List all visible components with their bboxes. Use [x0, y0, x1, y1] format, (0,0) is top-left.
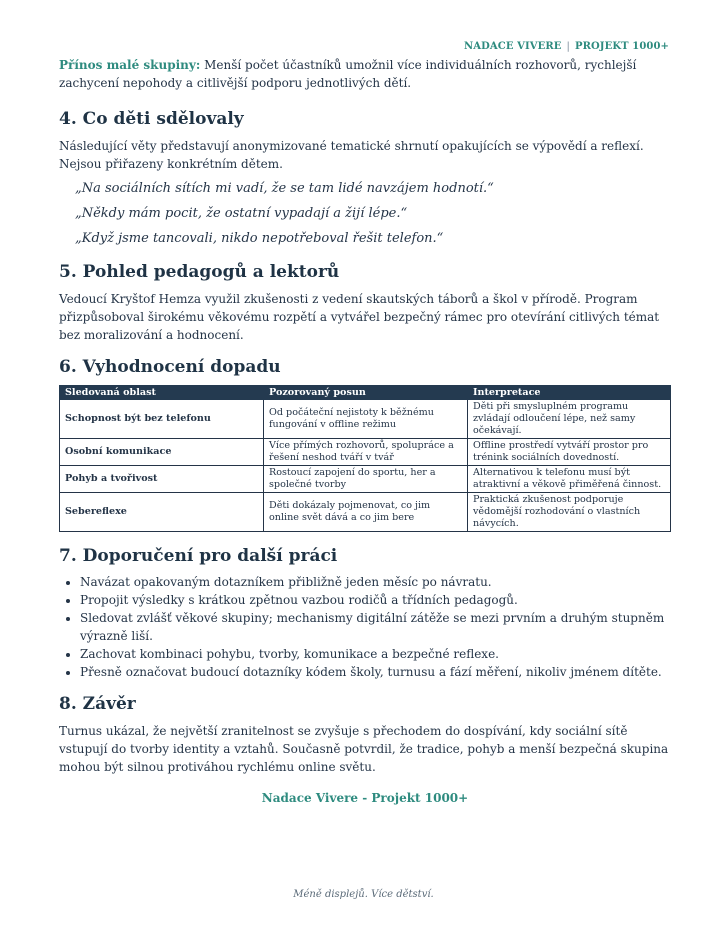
table-cell-interpretation: Alternativou k telefonu musí být atraktivní a věkově přiměřená činnost. [468, 466, 671, 493]
list-item: • Zachovat kombinaci pohybu, tvorby, komunikace a bezpečné reflexe. [80, 645, 671, 663]
section-8-text: Turnus ukázal, že největší zranitelnost se zvyšuje s přechodem do dospívání, kdy sociální sítě vstupují do tvorby identity a vztahů. Současně potvrdil, že tradice, pohyb a menší bezpečná skupina mohou být silnou protiváhou rychlému online světu. [59, 724, 669, 774]
page-footer: Méně displejů. Více dětství. [293, 889, 434, 900]
table-row [60, 466, 671, 493]
section-4-title: 4. Co děti sdělovaly [59, 109, 244, 129]
intro-text: Menší počet účastníků umožnil více individuálních rozhovorů, rychlejší zachycení nepohody a citlivější podporu jednotlivých dětí. [59, 58, 637, 90]
closing-signature: Nadace Vivere - Projekt 1000+ [261, 791, 469, 805]
section-6-title: 6. Vyhodnocení dopadu [59, 357, 281, 377]
column-header-area: Sledovaná oblast [60, 386, 264, 400]
section-7-title: 7. Doporučení pro další práci [59, 546, 338, 566]
list-item: • Propojit výsledky s krátkou zpětnou vazbou rodičů a třídních pedagogů. [80, 591, 671, 609]
table-row [60, 400, 671, 439]
recommendation-list [59, 573, 671, 681]
section-5-text: Vedoucí Kryštof Hemza využil zkušenosti z vedení skautských táborů a škol v přírodě. Program přizpůsoboval širokému věkovému rozpětí a vytvářel bezpečný rámec pro otevírání citlivých témat bez moralizování a hodnocení. [59, 292, 660, 342]
table-cell-interpretation: Praktická zkušenost podporuje vědomější rozhodování o vlastních návycích. [468, 493, 671, 532]
table-cell-shift: Děti dokázaly pojmenovat, co jim online svět dává a co jim bere [264, 493, 468, 532]
column-header-shift: Pozorovaný posun [264, 386, 468, 400]
table-cell-interpretation: Děti při smysluplném programu zvládají odloučení lépe, než samy očekávají. [468, 400, 671, 439]
intro-paragraph [59, 56, 671, 92]
section-4-text: Následující věty představují anonymizované tematické shrnutí opakujících se výpovědí a reflexí. Nejsou přiřazeny konkrétním dětem. [59, 139, 644, 171]
quote-2: „Někdy mám pocit, že ostatní vypadají a žijí lépe.“ [75, 206, 408, 221]
quote-3: „Když jsme tancovali, nikdo nepotřeboval řešit telefon.“ [75, 231, 444, 246]
table-cell-interpretation: Offline prostředí vytváří prostor pro trénink sociálních dovedností. [468, 439, 671, 466]
quote-list [59, 180, 671, 248]
running-header [464, 41, 669, 52]
header-project: PROJEKT 1000+ [574, 41, 669, 52]
document-content [59, 56, 671, 805]
list-item: • Sledovat zvlášť věkové skupiny; mechanismy digitální zátěže se mezi prvním a druhým stupněm výrazně liší. [80, 609, 671, 645]
section-5-title: 5. Pohled pedagogů a lektorů [59, 262, 340, 282]
header-separator: | [566, 41, 570, 52]
column-header-interpretation: Interpretace [468, 386, 671, 400]
table-cell-area: Pohyb a tvořivost [60, 466, 264, 493]
list-item: • Navázat opakovaným dotazníkem přibližně jeden měsíc po návratu. [80, 573, 671, 591]
quote-1: „Na sociálních sítích mi vadí, že se tam lidé navzájem hodnotí.“ [75, 181, 494, 196]
section-8-title: 8. Závěr [59, 694, 136, 714]
table-header-row [60, 386, 671, 400]
table-cell-area: Osobní komunikace [60, 439, 264, 466]
header-org: NADACE VIVERE [464, 41, 562, 52]
impact-table [59, 385, 671, 532]
list-item: • Přesně označovat budoucí dotazníky kódem školy, turnusu a fází měření, nikoliv jménem dítěte. [80, 663, 671, 681]
table-row [60, 493, 671, 532]
table-cell-area: Schopnost být bez telefonu [60, 400, 264, 439]
table-cell-shift: Od počáteční nejistoty k běžnému fungování v offline režimu [264, 400, 468, 439]
table-cell-area: Sebereflexe [60, 493, 264, 532]
intro-label: Přínos malé skupiny: [59, 58, 201, 72]
table-row [60, 439, 671, 466]
table-cell-shift: Více přímých rozhovorů, spolupráce a řešení neshod tváří v tvář [264, 439, 468, 466]
table-cell-shift: Rostoucí zapojení do sportu, her a společné tvorby [264, 466, 468, 493]
